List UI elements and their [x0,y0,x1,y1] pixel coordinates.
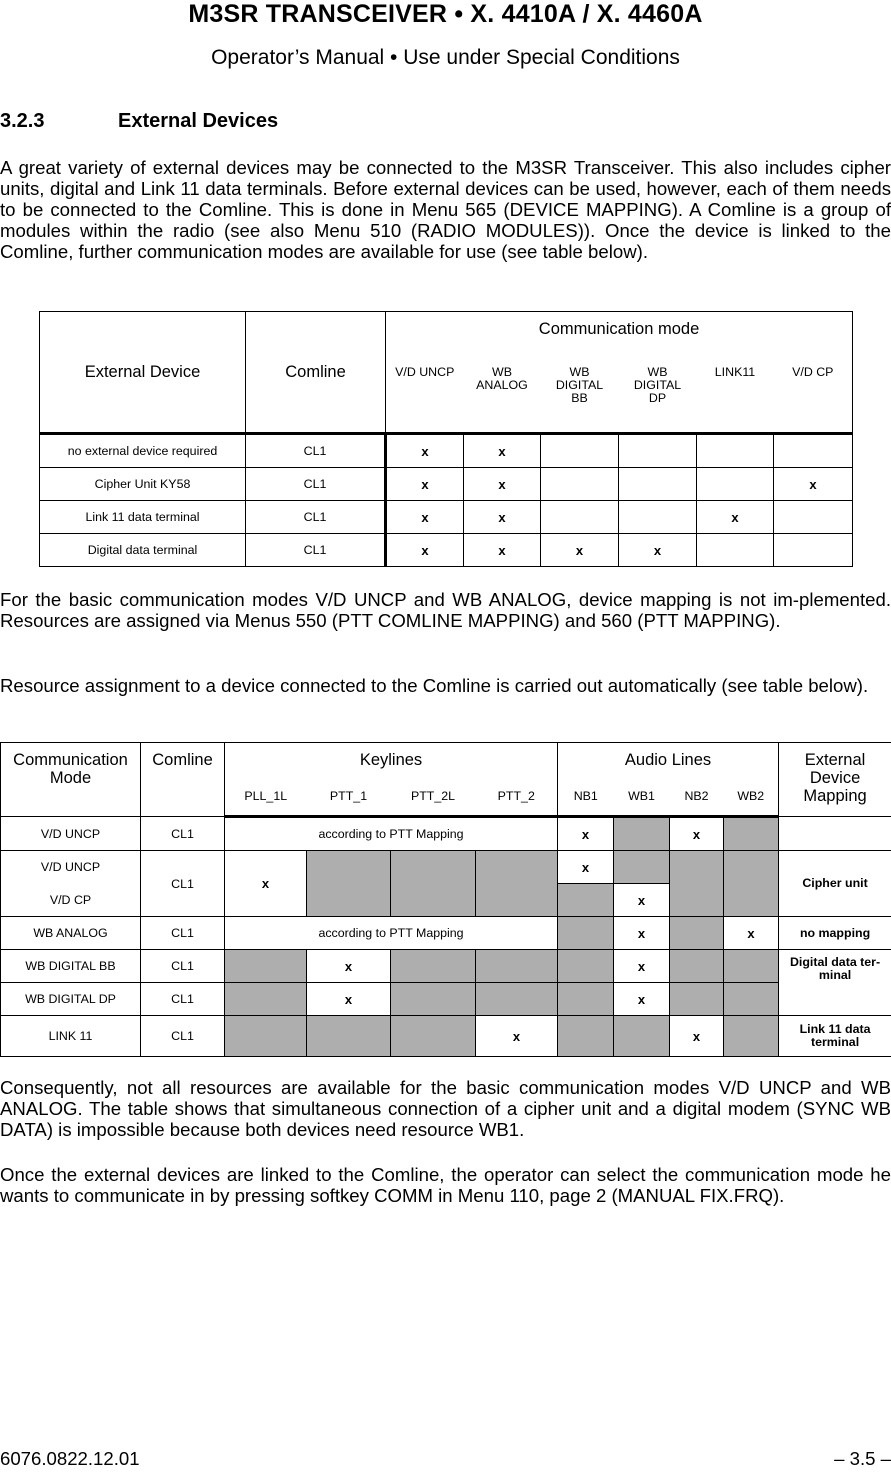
cell-ptt-1: x [307,983,391,1016]
cell-mark [697,534,774,567]
cell-mode: WB ANALOG [1,917,141,950]
cell-nb1 [558,983,614,1016]
cell-wb2 [724,950,779,983]
cell-nb2: x [670,1016,724,1057]
cell-wb1 [614,851,670,884]
cell-mark [697,434,774,468]
table-row [40,501,853,534]
cell-ptt-2 [476,983,558,1016]
cell-nb2 [670,917,724,950]
cell-wb2 [724,817,779,851]
cell-nb1 [558,884,614,917]
cell-wb1 [614,1016,670,1057]
cell-comline: CL1 [246,434,386,468]
cell-mark: x [697,501,774,534]
cell-mark [541,501,619,534]
cell-mark [697,468,774,501]
header-mode-vd-cp: V/D CP [774,362,853,434]
cell-nb2 [670,983,724,1016]
cell-mark [619,501,697,534]
cell-nb1 [558,1016,614,1057]
paragraph-intro: A great variety of external devices may be connected to the M3SR Transceiver. This also includes cipher units, digital and Link 11 data terminals. Before external devices can be used, however, each of them needs to be connected to the Comline. This is done in Menu 565 (DEVICE MAPPING). A Comline is a group of modules within the radio (see also Menu 510 (RADIO MODULES)). Once the device is linked to the Comline, further communication modes are available for use (see table below). [0,157,891,262]
cell-mark [774,434,853,468]
page-header-subtitle: Operator’s Manual • Use under Special Conditions [211,46,680,69]
header-communication-mode: Communication Mode [1,743,141,817]
header-mode-wb-digital-dp: WB DIGITAL DP [619,362,697,434]
cell-nb1: x [558,851,614,884]
cell-mark [541,434,619,468]
footer-doc-number: 6076.0822.12.01 [0,1448,140,1469]
cell-ptt-1: x [307,950,391,983]
header-nb1: NB1 [558,777,614,817]
cell-nb2: x [670,817,724,851]
section-heading [0,109,278,133]
cell-device: Cipher Unit KY58 [40,468,246,501]
table-row [1,817,891,851]
cell-mapping [779,817,891,851]
header-external-device-mapping: External Device Mapping [779,743,891,817]
table-row [1,983,891,1016]
cell-wb1 [614,817,670,851]
cell-comline: CL1 [141,917,225,950]
cell-mode: WB DIGITAL BB [1,950,141,983]
cell-wb1: x [614,983,670,1016]
cell-wb2 [724,851,779,917]
header-wb2: WB2 [724,777,779,817]
cell-mark: x [464,468,541,501]
page-header-title: M3SR TRANSCEIVER • X. 4410A / X. 4460A [188,0,703,28]
paragraph-resource-assignment: Resource assignment to a device connected to the Comline is carried out automatically (see table below). [0,675,869,696]
cell-ptt-2l [391,851,476,917]
header-mode-link11: LINK11 [697,362,774,434]
paragraph-select-mode: Once the external devices are linked to the Comline, the operator can select the communication mode he wants to communicate in by pressing softkey COMM in Menu 110, page 2 (MANUAL FIX.FRQ). [0,1164,891,1206]
cell-wb1: x [614,950,670,983]
table-row [40,534,853,567]
cell-pll-1l [225,1016,307,1057]
paragraph-device-mapping: For the basic communication modes V/D UNCP and WB ANALOG, device mapping is not im-plemented. Resources are assigned via Menus 550 (PTT COMLINE MAPPING) and 560 (PTT MAPPING). [0,589,891,631]
cell-comline: CL1 [246,534,386,567]
cell-wb2 [724,983,779,1016]
section-title: External Devices [118,110,279,132]
header-mode-wb-analog: WB ANALOG [464,362,541,434]
cell-mark [619,468,697,501]
paragraph-consequently: Consequently, not all resources are available for the basic communication modes V/D UNCP and WB ANALOG. The table shows that simultaneous connection of a cipher unit and a digital modem (SYNC WB DATA) is impossible because both devices need resource WB1. [0,1077,891,1140]
header-communication-mode: Communication mode [386,312,853,363]
cell-ptt-2l [391,983,476,1016]
cell-nb1 [558,950,614,983]
cell-mark: x [464,501,541,534]
header-ptt-2l: PTT_2L [391,777,476,817]
cell-device: no external device required [40,434,246,468]
cell-mark [541,468,619,501]
header-keylines: Keylines [225,743,558,778]
cell-mark [619,434,697,468]
cell-nb1: x [558,817,614,851]
table-row [1,917,891,950]
cell-comline: CL1 [141,950,225,983]
cell-ptt-2l [391,1016,476,1057]
cell-ptt-1 [307,851,391,917]
header-pll-1l: PLL_1L [225,777,307,817]
cell-ptt-2 [476,950,558,983]
cell-pll-1l [225,950,307,983]
cell-pll-1l [225,983,307,1016]
cell-comline: CL1 [141,1016,225,1057]
cell-mark: x [386,534,464,567]
cell-mark: x [774,468,853,501]
cell-mark [774,501,853,534]
header-mode-wb-digital-bb: WB DIGITAL BB [541,362,619,434]
resource-assignment-table [0,742,891,1057]
cell-mark: x [386,468,464,501]
header-mode-vd-uncp: V/D UNCP [386,362,464,434]
cell-pll-1l: x [225,851,307,917]
header-external-device: External Device [40,312,246,434]
cell-ptt-1 [307,1016,391,1057]
cell-mapping: Digital data ter-minal [779,950,891,1016]
cell-mode: V/D CP [1,884,141,917]
cell-device: Link 11 data terminal [40,501,246,534]
cell-mode: LINK 11 [1,1016,141,1057]
cell-comline: CL1 [141,817,225,851]
cell-ptt-2: x [476,1016,558,1057]
cell-mark: x [386,434,464,468]
header-comline: Comline [246,312,386,434]
cell-nb2 [670,950,724,983]
cell-wb1: x [614,884,670,917]
cell-wb1: x [614,917,670,950]
cell-device: Digital data terminal [40,534,246,567]
cell-wb2 [724,1016,779,1057]
cell-comline: CL1 [246,468,386,501]
header-ptt-1: PTT_1 [307,777,391,817]
cell-keylines: according to PTT Mapping [225,817,558,851]
cell-wb2: x [724,917,779,950]
table-row [40,468,853,501]
table-row [40,434,853,468]
cell-mode: V/D UNCP [1,851,141,884]
communication-mode-table [39,311,853,567]
header-nb2: NB2 [670,777,724,817]
cell-mapping: Link 11 data terminal [779,1016,891,1057]
cell-mark: x [541,534,619,567]
table-row [1,950,891,983]
cell-ptt-2l [391,950,476,983]
cell-nb1 [558,917,614,950]
table-row [1,851,891,884]
cell-mapping: Cipher unit [779,851,891,917]
header-ptt-2: PTT_2 [476,777,558,817]
cell-mode: V/D UNCP [1,817,141,851]
header-audio-lines: Audio Lines [558,743,779,778]
cell-mode: WB DIGITAL DP [1,983,141,1016]
table-row [1,1016,891,1057]
cell-mapping: no mapping [779,917,891,950]
cell-ptt-2 [476,851,558,917]
header-comline: Comline [141,743,225,817]
cell-mark: x [464,434,541,468]
cell-comline: CL1 [141,983,225,1016]
cell-mark: x [464,534,541,567]
cell-comline: CL1 [141,851,225,917]
cell-mark [774,534,853,567]
cell-comline: CL1 [246,501,386,534]
header-wb1: WB1 [614,777,670,817]
cell-nb2 [670,851,724,917]
section-number: 3.2.3 [0,110,45,132]
cell-mark: x [619,534,697,567]
cell-keylines: according to PTT Mapping [225,917,558,950]
footer-page-number: – 3.5 – [834,1448,891,1469]
cell-mark: x [386,501,464,534]
